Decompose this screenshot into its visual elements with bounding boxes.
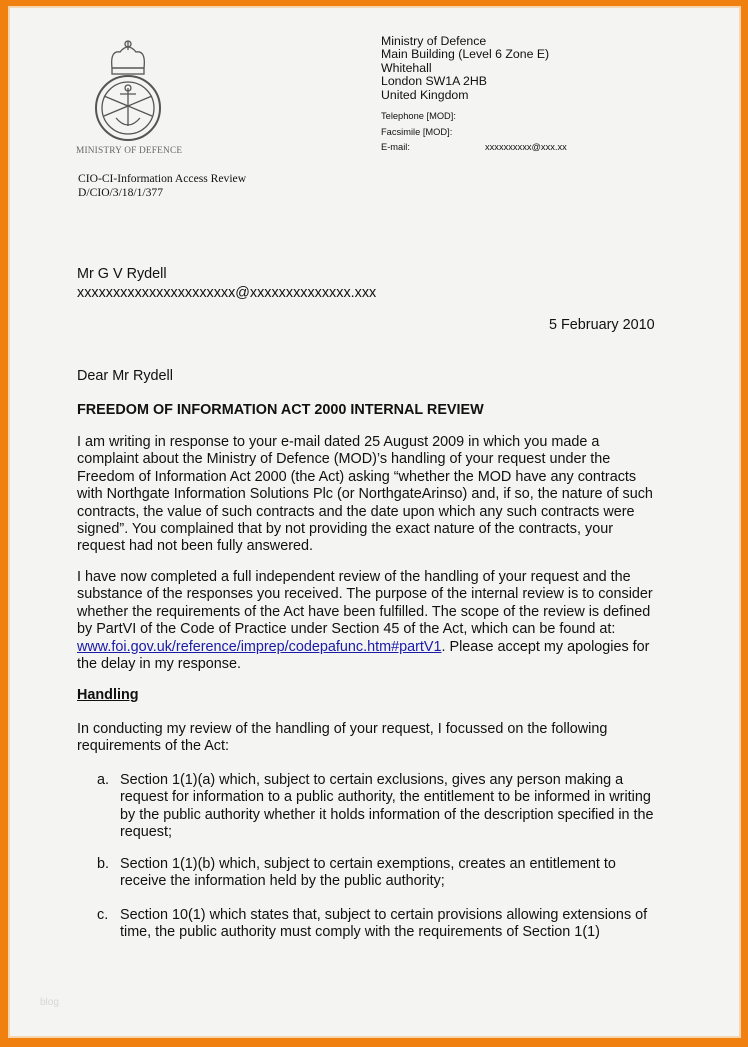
mod-crest-logo	[90, 38, 166, 146]
text-line: time, the public authority must comply with the requirements of Section 1(1)	[120, 924, 600, 941]
list-marker: c.	[97, 907, 109, 923]
contact-block	[381, 109, 456, 156]
text-line: request for information to a public authority, the entitlement to be informed in writing	[120, 789, 651, 806]
sender-email: xxxxxxxxxx@xxx.xx	[485, 142, 567, 152]
text-line: the delay in my response.	[77, 656, 241, 673]
reference-block	[78, 172, 246, 199]
text-fragment: . Please accept my apologies for	[441, 638, 650, 655]
address-line: Main Building (Level 6 Zone E)	[381, 47, 550, 62]
text-line: Section 1(1)(b) which, subject to certain exemptions, creates an entitlement to	[120, 856, 616, 872]
recipient-name: Mr G V Rydell	[77, 266, 167, 282]
address-line: Whitehall	[381, 60, 432, 75]
address-line: United Kingdom	[381, 87, 469, 102]
text-line: substance of the responses you received. The purpose of the internal review is to consider	[77, 586, 653, 603]
list-marker: b.	[97, 856, 110, 872]
list-item	[97, 907, 647, 942]
text-line: I have now completed a full independent review of the handling of your request and the	[77, 569, 631, 585]
paragraph-3	[77, 721, 607, 756]
crest-caption: MINISTRY OF DEFENCE	[76, 146, 183, 156]
address-line: Ministry of Defence	[381, 34, 487, 48]
text-line: Freedom of Information Act 2000 (the Act) asking “whether the MOD have any contracts	[77, 468, 637, 485]
list-item	[97, 856, 616, 891]
paragraph-1	[77, 434, 653, 556]
paragraph-2	[77, 569, 653, 673]
reference-number: D/CIO/3/18/1/377	[78, 185, 164, 199]
salutation: Dear Mr Rydell	[77, 368, 173, 384]
facsimile-label: Facsimile [MOD]:	[381, 126, 453, 137]
email-label: E-mail:	[381, 142, 410, 152]
text-line: with Northgate Information Solutions Plc (or NorthgateArinso) and, if so, the nature of such	[77, 486, 653, 503]
text-line: signed”. You complained that by not providing the exact nature of the contracts, your	[77, 521, 613, 538]
letter-date: 5 February 2010	[549, 317, 655, 333]
text-line: by the public authority whether it holds information of the description specified in the	[120, 806, 654, 823]
sender-address	[381, 35, 549, 102]
text-line: requirements of the Act:	[77, 738, 229, 755]
text-line: request;	[120, 824, 172, 841]
telephone-label: Telephone [MOD]:	[381, 111, 456, 121]
text-line: Section 1(1)(a) which, subject to certain exclusions, gives any person making a	[120, 772, 624, 788]
text-line: complaint about the Ministry of Defence (MOD)’s handling of your request under the	[77, 451, 611, 468]
text-line: In conducting my review of the handling of your request, I focussed on the following	[77, 721, 608, 737]
text-line: request had not been fully answered.	[77, 538, 314, 555]
handling-heading: Handling	[77, 687, 139, 703]
text-line: Section 10(1) which states that, subject to certain provisions allowing extensions of	[120, 907, 648, 923]
foi-code-link[interactable]: www.foi.gov.uk/reference/imprep/codepafunc.htm#partV1	[77, 638, 442, 655]
text-line: I am writing in response to your e-mail dated 25 August 2009 in which you made a	[77, 434, 600, 450]
list-item	[97, 772, 654, 842]
address-line: London SW1A 2HB	[381, 74, 487, 89]
letter-page	[8, 6, 741, 1038]
text-line: contracts, the value of such contracts and the date upon which any such contracts were	[77, 503, 635, 520]
recipient-email: xxxxxxxxxxxxxxxxxxxxxx@xxxxxxxxxxxxxx.xxx	[77, 285, 377, 301]
list-marker: a.	[97, 772, 110, 788]
recipient-block	[77, 265, 376, 303]
text-line: receive the information held by the public authority;	[120, 873, 445, 890]
text-line: whether the requirements of the Act have been fulfilled. The scope of the review is defined	[77, 603, 651, 620]
subject-heading: FREEDOM OF INFORMATION ACT 2000 INTERNAL REVIEW	[77, 402, 484, 418]
text-line	[77, 639, 653, 656]
watermark: blog	[40, 997, 59, 1008]
department: CIO-CI-Information Access Review	[78, 172, 247, 185]
text-line: by PartVI of the Code of Practice under Section 45 of the Act, which can be found at:	[77, 621, 616, 638]
